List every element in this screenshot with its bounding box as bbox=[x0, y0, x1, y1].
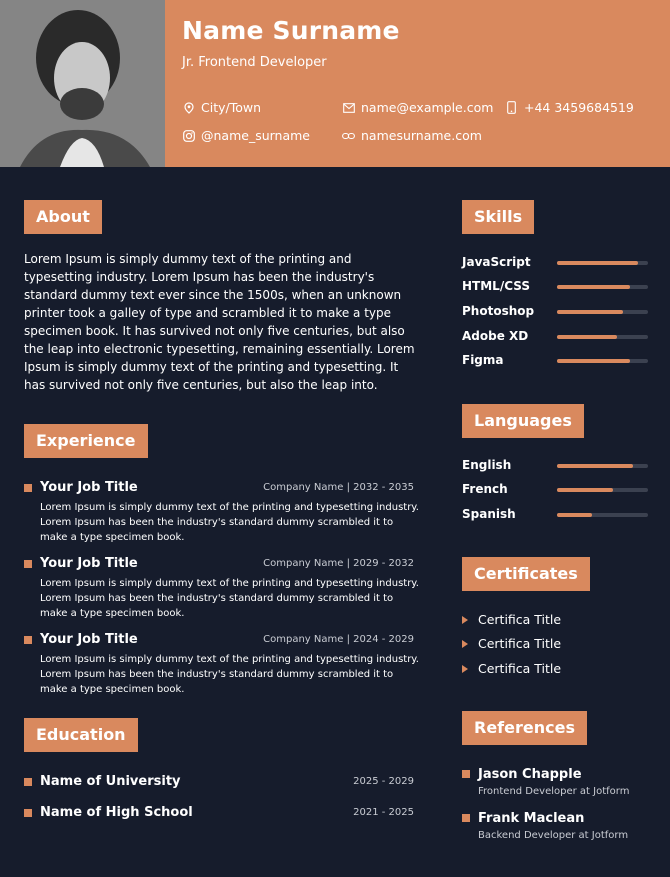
skill-bar bbox=[557, 261, 648, 265]
square-bullet-icon bbox=[462, 814, 470, 822]
phone-text[interactable]: +44 3459684519 bbox=[524, 100, 634, 115]
job-description: Lorem Ipsum is simply dummy text of the printing and typesetting industry. Lorem Ipsum has been the industry's standard dummy scrambled it to make a type specimen book. bbox=[40, 502, 419, 543]
certificate-title: Certifica Title bbox=[478, 661, 562, 676]
language-bar bbox=[557, 464, 648, 468]
skill-label: Adobe XD bbox=[462, 329, 529, 343]
job-description: Lorem Ipsum is simply dummy text of the printing and typesetting industry. Lorem Ipsum has been the industry's standard dummy scrambled it to make a type specimen book. bbox=[40, 654, 419, 695]
skill-row bbox=[462, 304, 648, 320]
reference-name: Jason Chapple bbox=[478, 767, 582, 782]
about-text: Lorem Ipsum is simply dummy text of the printing and typesetting industry. Lorem Ipsum has been the industry's standard dummy text ever since the 1500s, when an unknown printer took a galley of type and scrambled it to make a type specimen book. It has survived not only five centuries, but also the leap into electronic typesetting, remaining essentially. Lorem Ipsum is simply dummy text of the printing and typesetting. It has survived not only five centuries, but also the leap into. bbox=[24, 252, 415, 392]
link-icon bbox=[342, 129, 355, 142]
triangle-bullet-icon bbox=[462, 616, 468, 624]
square-bullet-icon bbox=[24, 636, 32, 644]
phone-icon bbox=[505, 101, 518, 114]
language-label: French bbox=[462, 482, 508, 496]
job-entry bbox=[24, 556, 419, 624]
square-bullet-icon bbox=[24, 778, 32, 786]
languages-heading: Languages bbox=[462, 404, 584, 438]
certificate-item bbox=[462, 661, 561, 676]
skill-bar-fill bbox=[557, 310, 623, 314]
skill-label: HTML/CSS bbox=[462, 279, 530, 293]
job-title: Your Job Title bbox=[40, 480, 138, 495]
skill-bar-fill bbox=[557, 359, 630, 363]
experience-heading: Experience bbox=[24, 424, 148, 458]
skill-row bbox=[462, 279, 648, 295]
instagram-text[interactable]: @name_surname bbox=[201, 128, 311, 143]
job-description: Lorem Ipsum is simply dummy text of the printing and typesetting industry. Lorem Ipsum has been the industry's standard dummy scrambled it to make a type specimen book. bbox=[40, 578, 419, 619]
skill-bar bbox=[557, 359, 648, 363]
education-entry bbox=[24, 774, 414, 792]
reference-name: Frank Maclean bbox=[478, 811, 585, 826]
job-meta: Company Name | 2029 - 2032 bbox=[263, 558, 414, 569]
certificate-item bbox=[462, 636, 561, 651]
skill-row bbox=[462, 353, 648, 369]
reference-role: Backend Developer at Jotform bbox=[478, 830, 629, 841]
education-years: 2021 - 2025 bbox=[353, 807, 414, 818]
certificate-item bbox=[462, 612, 561, 627]
skill-row bbox=[462, 329, 648, 345]
square-bullet-icon bbox=[24, 484, 32, 492]
skill-bar-fill bbox=[557, 335, 617, 339]
contact-website[interactable] bbox=[342, 128, 482, 143]
education-heading: Education bbox=[24, 718, 138, 752]
education-title: Name of High School bbox=[40, 805, 193, 820]
contact-location bbox=[182, 100, 261, 115]
mail-icon bbox=[342, 101, 355, 114]
square-bullet-icon bbox=[24, 560, 32, 568]
job-meta: Company Name | 2032 - 2035 bbox=[263, 482, 414, 493]
education-entry bbox=[24, 805, 414, 823]
references-heading: References bbox=[462, 711, 587, 745]
job-entry bbox=[24, 632, 419, 700]
education-title: Name of University bbox=[40, 774, 181, 789]
reference-role: Frontend Developer at Jotform bbox=[478, 786, 630, 797]
email-text[interactable]: name@example.com bbox=[361, 100, 494, 115]
skill-bar bbox=[557, 285, 648, 289]
language-bar bbox=[557, 513, 648, 517]
location-pin-icon bbox=[182, 101, 195, 114]
job-role: Jr. Frontend Developer bbox=[182, 55, 327, 70]
triangle-bullet-icon bbox=[462, 640, 468, 648]
skills-heading: Skills bbox=[462, 200, 534, 234]
about-heading: About bbox=[24, 200, 102, 234]
certificates-heading: Certificates bbox=[462, 557, 590, 591]
language-label: English bbox=[462, 458, 512, 472]
education-years: 2025 - 2029 bbox=[353, 776, 414, 787]
skill-bar bbox=[557, 335, 648, 339]
language-row bbox=[462, 482, 648, 498]
job-entry bbox=[24, 480, 419, 548]
contact-email[interactable] bbox=[342, 100, 493, 115]
language-bar-fill bbox=[557, 488, 613, 492]
location-text: City/Town bbox=[201, 100, 262, 115]
profile-photo bbox=[0, 0, 165, 167]
full-name: Name Surname bbox=[182, 16, 400, 45]
skill-label: Figma bbox=[462, 353, 504, 367]
language-bar bbox=[557, 488, 648, 492]
reference-entry bbox=[462, 811, 662, 845]
skill-label: Photoshop bbox=[462, 304, 535, 318]
skill-bar-fill bbox=[557, 285, 630, 289]
square-bullet-icon bbox=[24, 809, 32, 817]
skill-label: JavaScript bbox=[462, 255, 531, 269]
certificate-title: Certifica Title bbox=[478, 612, 562, 627]
language-bar-fill bbox=[557, 464, 633, 468]
certificate-title: Certifica Title bbox=[478, 636, 562, 651]
contact-instagram[interactable] bbox=[182, 128, 310, 143]
reference-entry bbox=[462, 767, 662, 801]
language-row bbox=[462, 507, 648, 523]
triangle-bullet-icon bbox=[462, 665, 468, 673]
skill-bar bbox=[557, 310, 648, 314]
square-bullet-icon bbox=[462, 770, 470, 778]
language-label: Spanish bbox=[462, 507, 516, 521]
website-text[interactable]: namesurname.com bbox=[361, 128, 482, 143]
instagram-icon bbox=[182, 129, 195, 142]
skill-bar-fill bbox=[557, 261, 638, 265]
language-row bbox=[462, 458, 648, 474]
skill-row bbox=[462, 255, 648, 271]
job-title: Your Job Title bbox=[40, 556, 138, 571]
language-bar-fill bbox=[557, 513, 592, 517]
contact-phone[interactable] bbox=[505, 100, 634, 115]
job-meta: Company Name | 2024 - 2029 bbox=[263, 634, 414, 645]
job-title: Your Job Title bbox=[40, 632, 138, 647]
